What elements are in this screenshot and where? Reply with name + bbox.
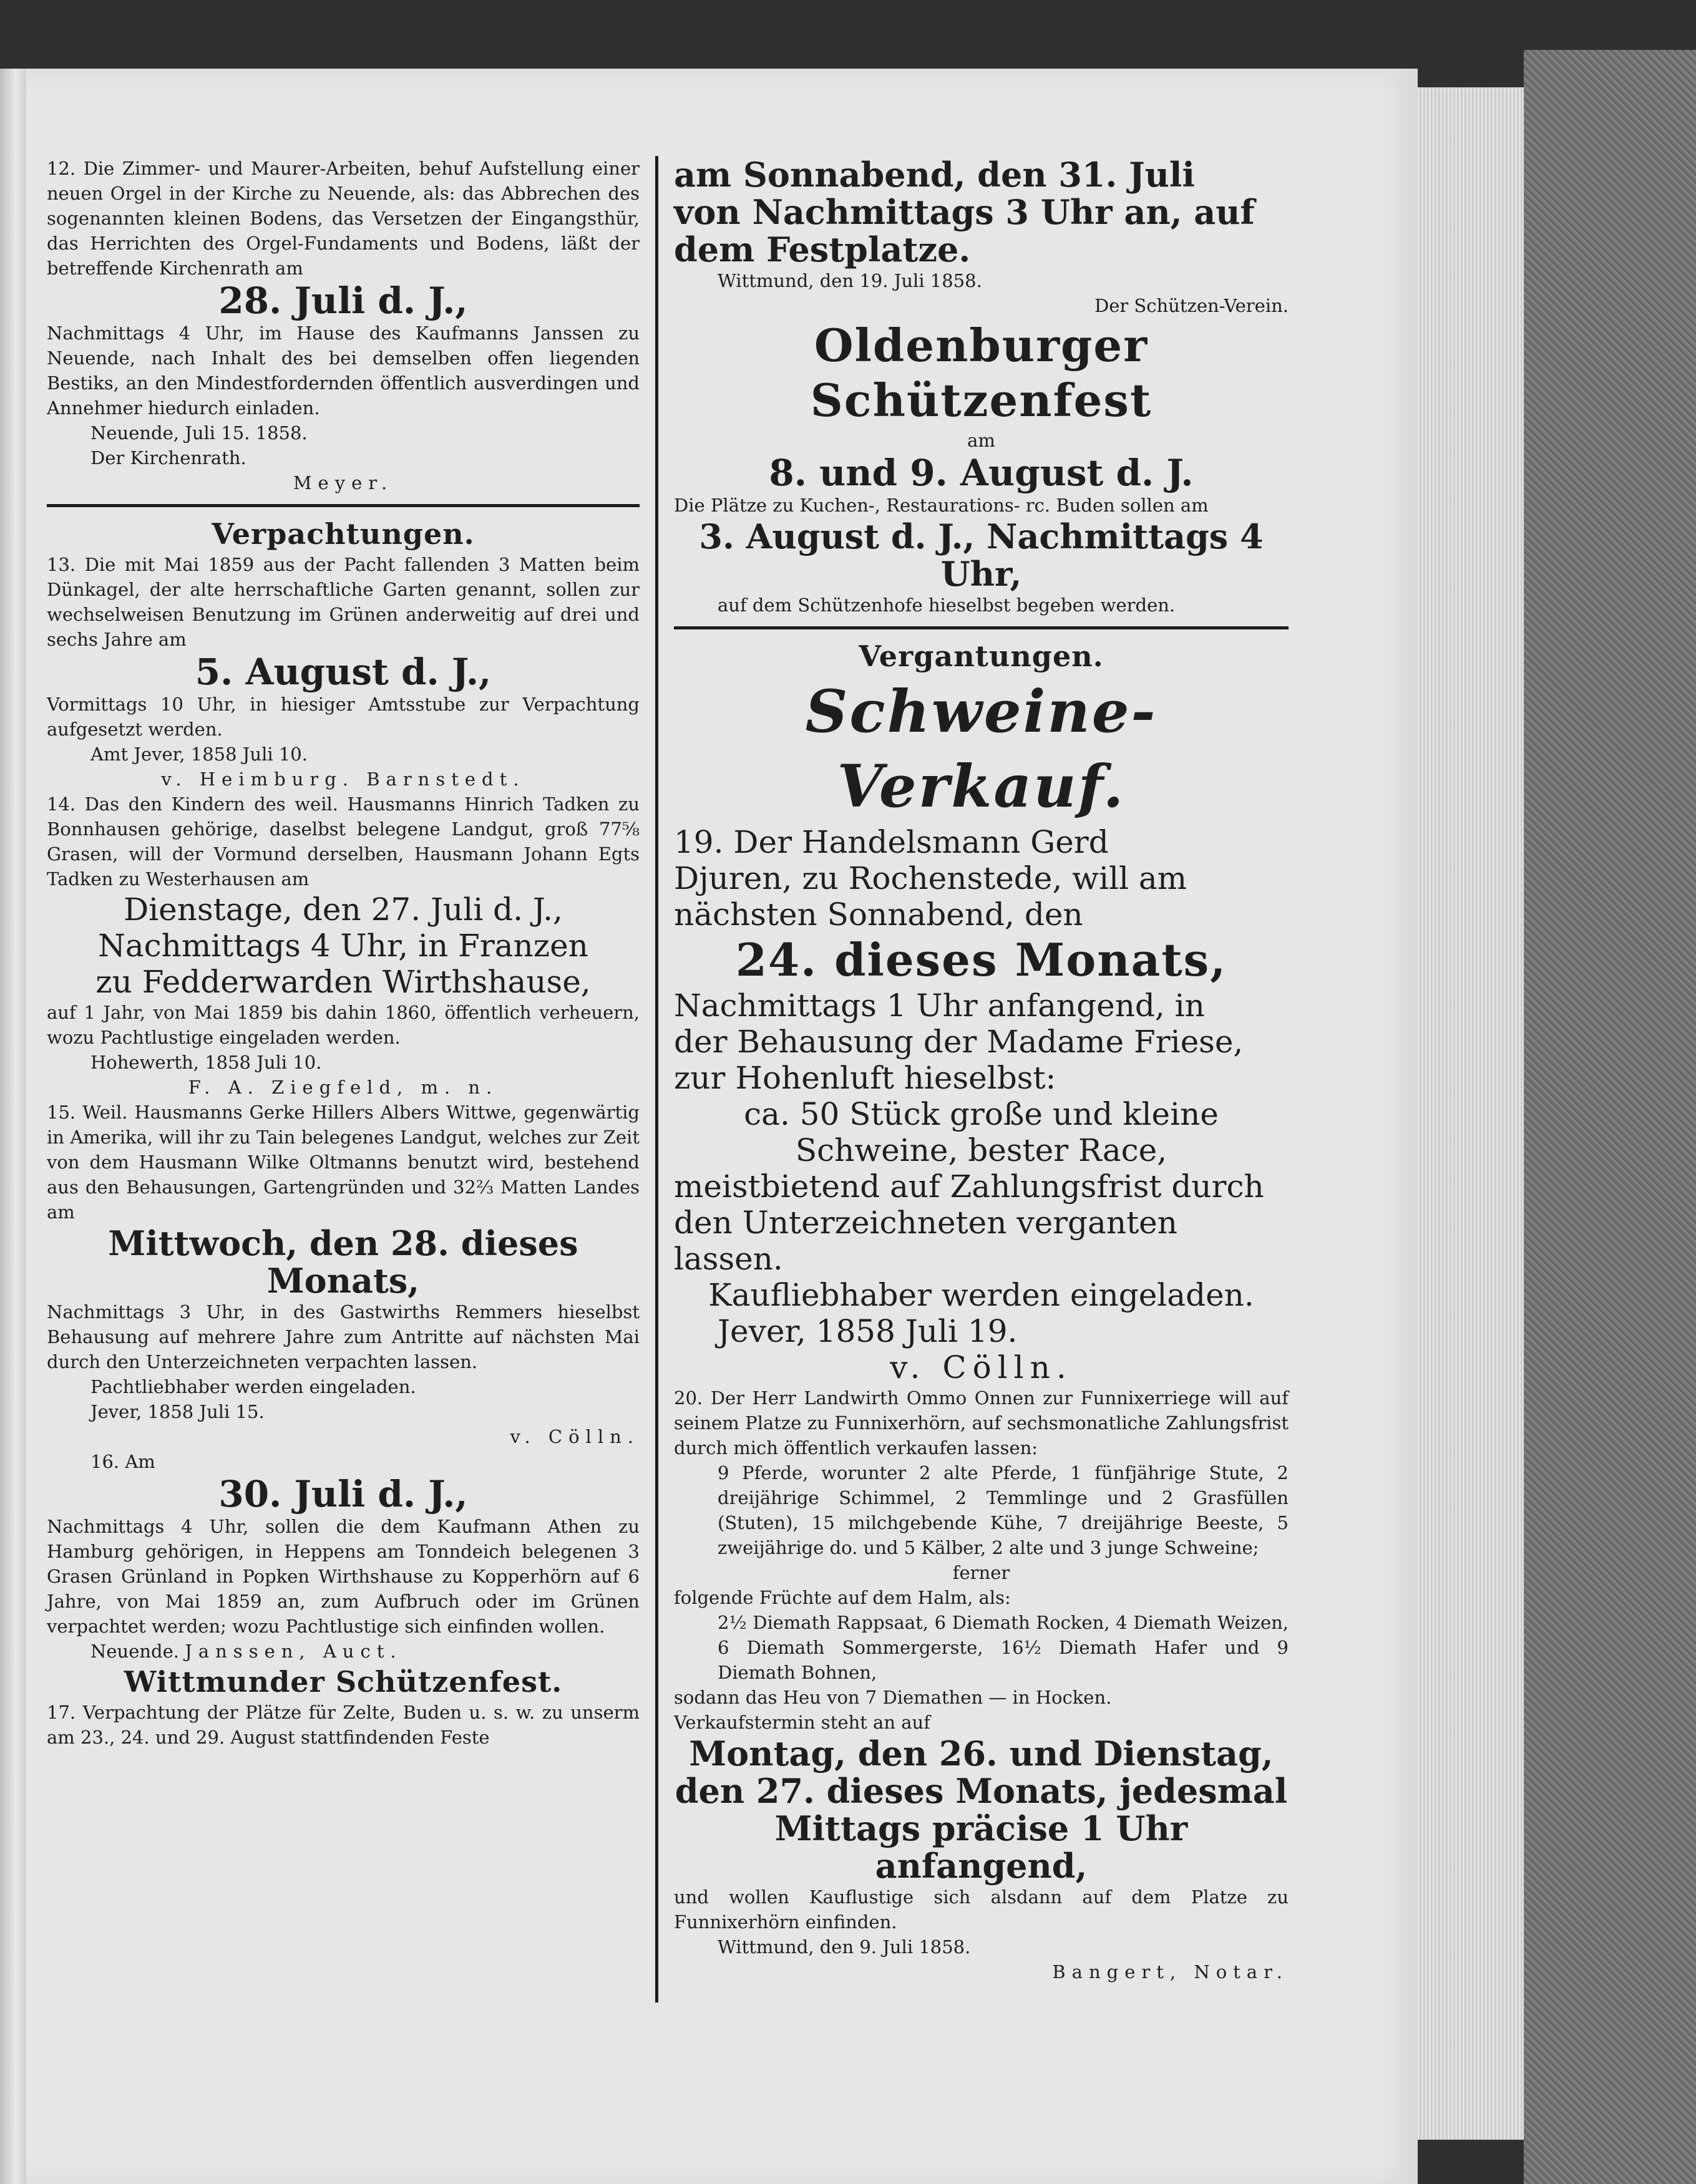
notice-place: Neuende. — [90, 1641, 179, 1662]
notice-place-signature — [47, 1639, 640, 1664]
notice-crops-list: 2½ Diemath Rappsaat, 6 Diemath Rocken, 4 Diemath Weizen, 6 Diemath Sommergerste, 16½ Diemath Hafer und 9 Diemath Bohnen, — [718, 1612, 1289, 1683]
notice-crops-intro: folgende Früchte auf dem Halm, als: — [674, 1587, 1011, 1608]
section-rule — [674, 626, 1289, 629]
notice-body: 13. Die mit Mai 1859 aus der Pacht fallenden 3 Matten beim Dünkagel, der alte herrschaftliche Garten genannt, sollen zur wechselweisen Benutzung im Grünen anderweitig auf drei und sechs Jahre am — [47, 554, 640, 650]
notice-livestock-list: 9 Pferde, worunter 2 alte Pferde, 1 fünfjährige Stute, 2 dreijährige Schimmel, 2 Temmlinge und 2 Grasfüllen (Stuten), 15 milchgebende Kühe, 7 dreijährige Beeste, 5 zweijährige do. und 5 Kälber, 2 alte und 3 junge Schweine; — [718, 1462, 1289, 1558]
right-column — [674, 156, 1289, 1984]
left-column — [47, 156, 640, 1750]
page-stack-edges — [1418, 87, 1524, 2140]
notice-signature: v. Cölln. — [510, 1426, 640, 1447]
notice-place-date: Jever, 1858 Juli 19. — [718, 1313, 1018, 1349]
notice-19 — [674, 824, 1289, 1386]
schuetzenfest-heading: Wittmunder Schützenfest. — [124, 1665, 563, 1699]
notice-place-date: Amt Jever, 1858 Juli 10. — [90, 744, 308, 765]
notice-text: und wollen Kauflustige sich alsdann auf dem Platze zu Funnixerhörn einfinden. — [674, 1886, 1289, 1933]
notice-place-date: Wittmund, den 9. Juli 1858. — [718, 1936, 971, 1958]
section-heading: Vergantungen. — [859, 639, 1104, 673]
notice-body: 20. Der Herr Landwirth Ommo Onnen zur Funnixerriege will auf seinem Platze zu Funnixerhörn, auf sechsmonatliche Zahlungsfrist durch mich öffentlich verkaufen lassen: — [674, 1387, 1289, 1458]
notice-head: 16. Am — [90, 1451, 155, 1472]
notice-body: Die Plätze zu Kuchen-, Restaurations- rc. Buden sollen am — [674, 495, 1209, 516]
notice-body: 15. Weil. Hausmanns Gerke Hillers Albers Wittwe, gegenwärtig in Amerika, will ihr zu Tain belegenes Landgut, welches zur Zeit von dem Hausmann Wilke Oltmanns benutzt wird, bestehend aus den Behausungen, Gartengründen und 32⅔ Matten Landes am — [47, 1102, 640, 1223]
notice-15 — [47, 1100, 640, 1449]
schweine-verkauf-heading: Schweine-Verkauf. — [805, 677, 1157, 821]
notice-place-date: Jever, 1858 Juli 15. — [90, 1401, 265, 1422]
notice-16 — [47, 1449, 640, 1664]
section-heading: Verpachtungen. — [212, 517, 475, 551]
notice-am: am — [967, 430, 995, 451]
notice-20 — [674, 1386, 1289, 1984]
oldenburg-notice — [674, 318, 1289, 618]
notice-signature: v. Cölln. — [890, 1349, 1073, 1386]
notice-line: Schweine, bester Race, — [795, 1132, 1167, 1168]
notice-date-line-3: dem Festplatze. — [674, 230, 971, 269]
signature-1: v. Heimburg. — [161, 769, 354, 790]
notice-date: 5. August d. J., — [195, 651, 492, 693]
notice-date-line-1: am Sonnabend, den 31. Juli — [674, 155, 1195, 195]
notice-line: 19. Der Handelsmann Gerd — [674, 824, 1109, 860]
notice-signature: Der Schützen-Verein. — [1094, 295, 1289, 316]
notice-date-line-3: zu Fedderwarden Wirthshause, — [95, 964, 591, 1000]
notice-date: 28. Juli d. J., — [218, 279, 468, 322]
notice-17 — [47, 1700, 640, 1750]
notice-line: meistbietend auf Zahlungsfrist durch — [674, 1168, 1264, 1205]
notice-date: Mittwoch, den 28. dieses Monats, — [108, 1223, 578, 1301]
notice-date-line-2: von Nachmittags 3 Uhr an, auf — [674, 192, 1255, 232]
notice-body: 14. Das den Kindern des weil. Hausmanns Hinrich Tadken zu Bonnhausen gehörige, daselbst belegene Landgut, groß 77⅝ Grasen, will der Vormund derselben, Hausmann Johann Egts Tadken zu Westerhausen am — [47, 794, 640, 890]
notice-signature: Meyer. — [293, 472, 394, 493]
notice-ferner: ferner — [952, 1562, 1010, 1583]
notice-dates: 8. und 9. August d. J. — [769, 452, 1194, 494]
notice-text: Nachmittags 4 Uhr, im Hause des Kaufmanns Janssen zu Neuende, nach Inhalt des bei demselben offen liegenden Bestiks, an den Mindestfordernden öffentlich ausverdingen und Annehmer hiedurch einladen. — [47, 323, 640, 419]
notice-text: auf 1 Jahr, von Mai 1859 bis dahin 1860, öffentlich verheuern, wozu Pachtlustige eingeladen werden. — [47, 1002, 640, 1048]
notice-date-line-2: den 27. dieses Monats, jedesmal — [675, 1771, 1288, 1811]
notice-invitation: Kaufliebhaber werden eingeladen. — [708, 1277, 1254, 1313]
book-cover-edge — [1524, 50, 1696, 2184]
notice-line: den Unterzeichneten verganten lassen. — [674, 1205, 1177, 1277]
notice-date: 30. Juli d. J., — [218, 1473, 468, 1515]
notice-13 — [47, 552, 640, 792]
notice-line: ca. 50 Stück große und kleine — [744, 1096, 1219, 1132]
notice-hay: sodann das Heu von 7 Diemathen — in Hocken. — [674, 1687, 1112, 1708]
notice-line: Nachmittags 1 Uhr anfangend, in — [674, 988, 1205, 1024]
signature-2: Barnstedt. — [366, 769, 525, 790]
notice-text: auf dem Schützenhofe hieselbst begeben werden. — [718, 595, 1176, 616]
notice-place-date: Hohewerth, 1858 Juli 10. — [90, 1052, 322, 1073]
column-divider — [655, 156, 658, 2002]
notice-signature — [47, 767, 640, 792]
notice-date-line-1: Montag, den 26. und Dienstag, — [689, 1734, 1274, 1774]
notice-14 — [47, 792, 640, 1100]
notice-signature: F. A. Ziegfeld, m. n. — [188, 1077, 499, 1098]
notice-invitation: Pachtliebhaber werden eingeladen. — [90, 1376, 416, 1397]
notice-signature: Janssen, Auct. — [185, 1641, 402, 1662]
notice-signature: Bangert, Notar. — [1052, 1961, 1289, 1983]
notice-text: Vormittags 10 Uhr, in hiesiger Amtsstube zur Verpachtung aufgesetzt werden. — [47, 694, 640, 740]
notice-17-continued — [674, 156, 1289, 318]
notice-termin: Verkaufstermin steht an auf — [674, 1712, 930, 1733]
notice-line: zur Hohenluft hieselbst: — [674, 1060, 1056, 1096]
notice-text: Nachmittags 3 Uhr, in des Gastwirths Remmers hieselbst Behausung auf mehrere Jahre zum Antritte auf nächsten Mai durch den Unterzeichneten verpachten lassen. — [47, 1301, 640, 1372]
notice-line: nächsten Sonnabend, den — [674, 896, 1083, 933]
notice-12 — [47, 156, 640, 495]
notice-line: Djuren, zu Rochenstede, will am — [674, 860, 1187, 896]
notice-date: 3. August d. J., Nachmittags 4 Uhr, — [699, 517, 1264, 594]
notice-date-line-2: Nachmittags 4 Uhr, in Franzen — [98, 928, 588, 964]
notice-date-line-1: Dienstage, den 27. Juli d. J., — [124, 891, 563, 928]
notice-date-line-3: Mittags präcise 1 Uhr anfangend, — [774, 1808, 1188, 1886]
section-rule — [47, 504, 640, 507]
notice-place-date: Wittmund, den 19. Juli 1858. — [718, 270, 982, 291]
notice-body: 12. Die Zimmer- und Maurer-Arbeiten, behuf Aufstellung einer neuen Orgel in der Kirche zu Neuende, als: das Abbrechen des sogenannten kleinen Bodens, das Versetzen der Eingangsthür, das Herrichten des Orgel-Fundaments und Bodens, läßt der betreffende Kirchenrath am — [47, 158, 640, 279]
notice-organisation: Der Kirchenrath. — [90, 447, 246, 468]
notice-text: Nachmittags 4 Uhr, sollen die dem Kaufmann Athen zu Hamburg gehörigen, in Heppens am Tonndeich belegenen 3 Grasen Grünland in Popken Wirthshause zu Kopperhörn auf 6 Jahre, von Mai 1859 an, zum Aufbruch oder im Grünen verpachtet werden; wozu Pachtlustige sich einfinden wollen. — [47, 1516, 640, 1637]
oldenburg-heading: Oldenburger Schützenfest — [810, 319, 1153, 427]
notice-date: 24. dieses Monats, — [735, 933, 1227, 986]
previous-page-edge — [0, 69, 26, 2184]
notice-body: 17. Verpachtung der Plätze für Zelte, Buden u. s. w. zu unserm am 23., 24. und 29. August stattfindenden Feste — [47, 1702, 640, 1748]
notice-place-date: Neuende, Juli 15. 1858. — [90, 422, 308, 444]
notice-line: der Behausung der Madame Friese, — [674, 1024, 1244, 1060]
